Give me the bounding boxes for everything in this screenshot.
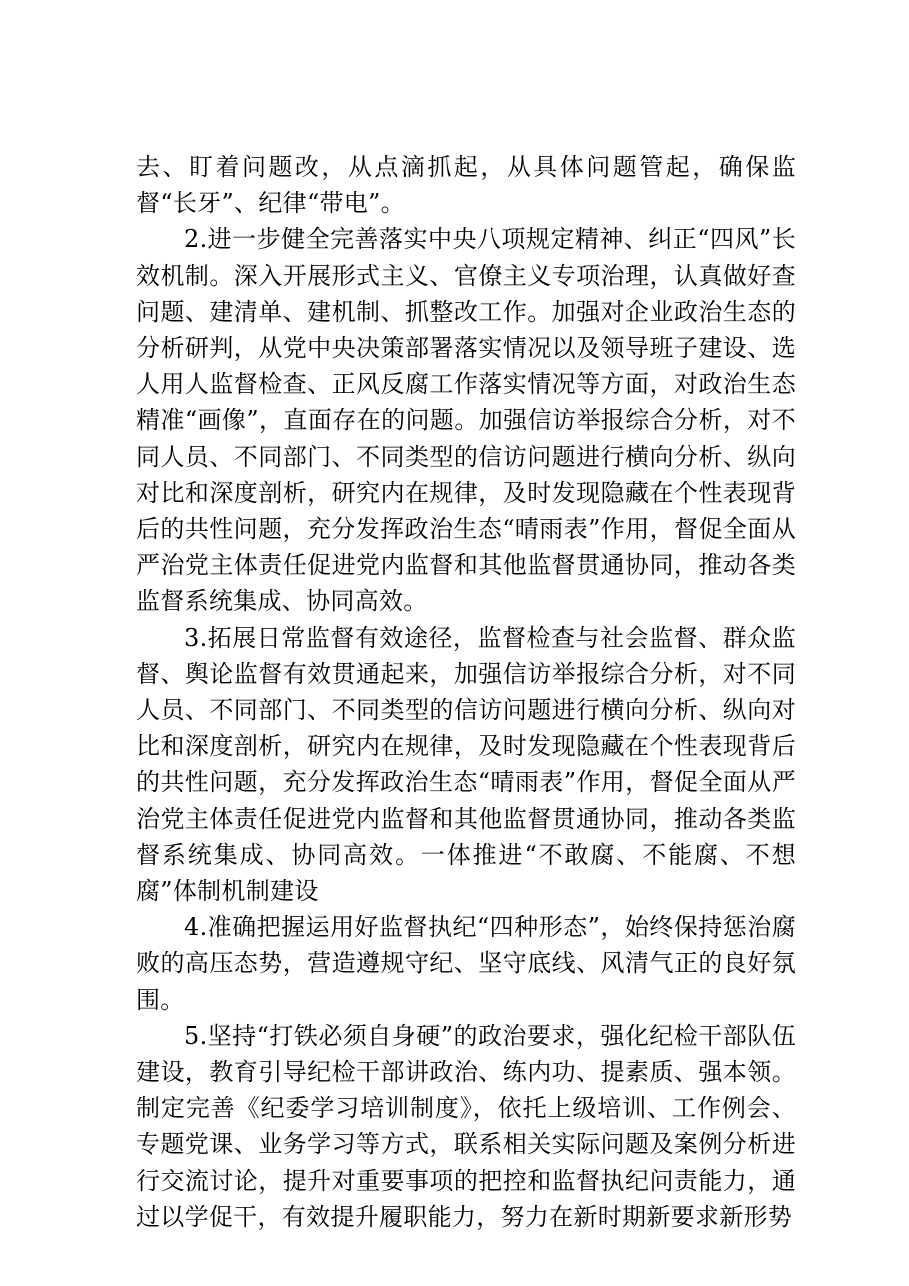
paragraph-item-3: 3.拓展日常监督有效途径，监督检查与社会监督、群众监督、舆论监督有效贯通起来，加强信访举报综合分析，对不同人员、不同部门、不同类型的信访问题进行横向分析、纵向对比和深度剖析，研究内在规律，及时发现隐藏在个性表现背后的共性问题，充分发挥政治生态“晴雨表”作用，督促全面从严治党主体责任促进党内监督和其他监督贯通协同，推动各类监督系统集成、协同高效。一体推进“不敢腐、不能腐、不想腐”体制机制建设 (136, 623, 796, 906)
paragraph-item-5: 5.坚持“打铁必须自身硬”的政治要求，强化纪检干部队伍建设，教育引导纪检干部讲政治、练内功、提素质、强本领。制定完善《纪委学习培训制度》，依托上级培训、工作例会、专题党课、业务学习等方式，联系相关实际问题及案例分析进行交流讨论，提升对重要事项的把控和监督执纪问责能力，通过以学促干，有效提升履职能力，努力在新时期新要求新形势 (136, 1021, 796, 1231)
paragraph-item-4: 4.准确把握运用好监督执纪“四种形态”，始终保持惩治腐败的高压态势，营造遵规守纪、坚守底线、风清气正的良好氛围。 (136, 913, 796, 1014)
document-body (136, 149, 796, 1235)
paragraph-item-2: 2.进一步健全完善落实中央八项规定精神、纠正“四风”长效机制。深入开展形式主义、官僚主义专项治理，认真做好查问题、建清单、建机制、抓整改工作。加强对企业政治生态的分析研判，从党中央决策部署落实情况以及领导班子建设、选人用人监督检查、正风反腐工作落实情况等方面，对政治生态精准“画像”，直面存在的问题。加强信访举报综合分析，对不同人员、不同部门、不同类型的信访问题进行横向分析、纵向对比和深度剖析，研究内在规律，及时发现隐藏在个性表现背后的共性问题，充分发挥政治生态“晴雨表”作用，督促全面从严治党主体责任促进党内监督和其他监督贯通协同，推动各类监督系统集成、协同高效。 (136, 225, 796, 616)
paragraph-continuation: 去、盯着问题改，从点滴抓起，从具体问题管起，确保监督“长牙”、纪律“带电”。 (136, 153, 796, 218)
